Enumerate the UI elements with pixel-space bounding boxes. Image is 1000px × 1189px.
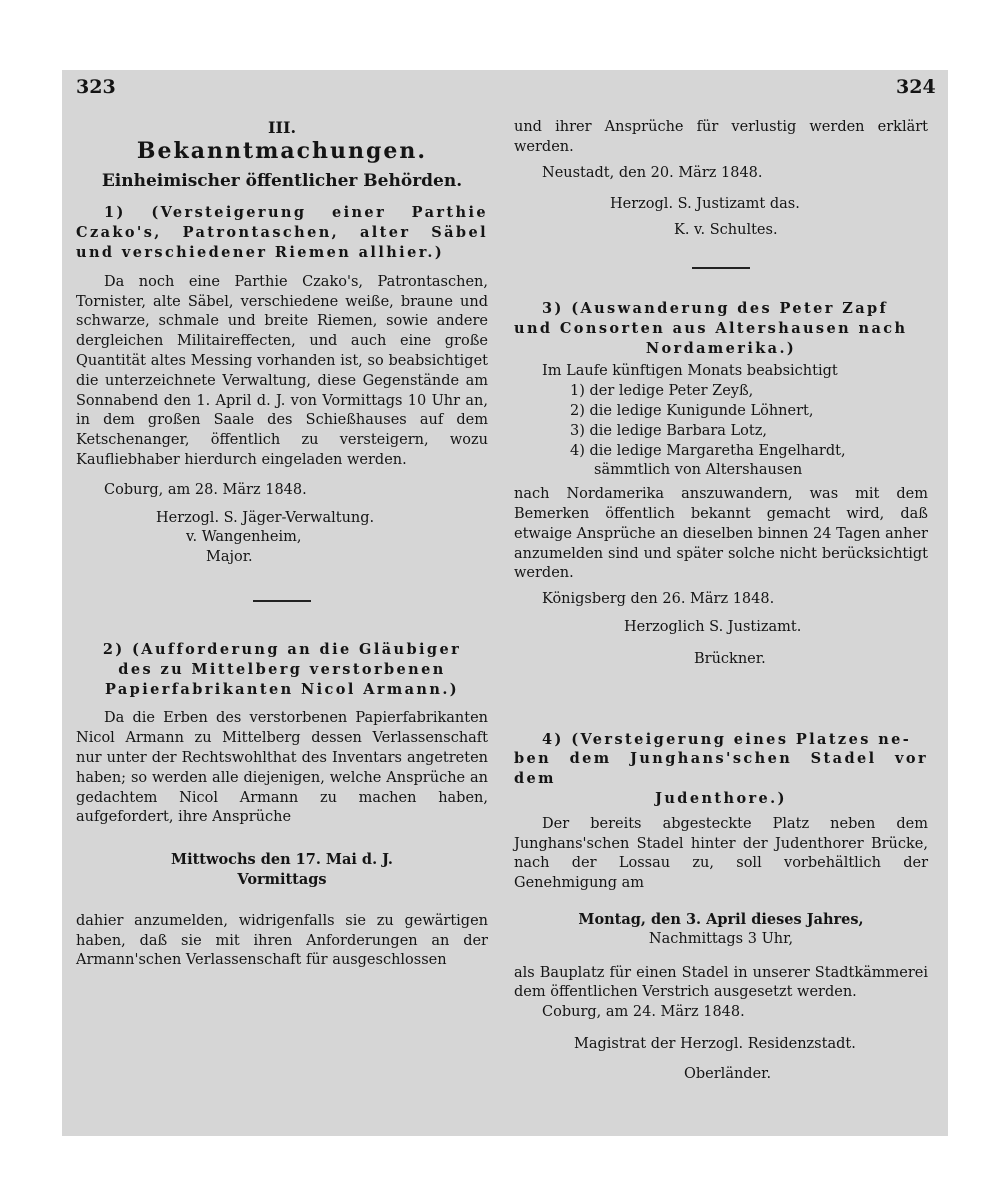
notice-3-intro: Im Laufe künftigen Monats beabsichtigt bbox=[542, 363, 838, 380]
notice-3-heading-2: und Consorten aus Altershausen nach bbox=[514, 319, 908, 337]
notice-4-body-2: als Bauplatz für einen Stadel in unserer Stadtkämmerei dem öffentlichen Verstrich ausgesetzt werden. bbox=[514, 964, 928, 1001]
notice-4-body: Der bereits abgesteckte Platz neben dem Junghans'schen Stadel hinter der Judenthorer Brücke, nach der Lossau zu, soll vorbehältlich der Genehmigung am bbox=[514, 815, 928, 892]
notice-3-heading-3: Nordamerika.) bbox=[645, 339, 797, 357]
notice-3-authority: Herzoglich S. Justizamt. bbox=[624, 618, 802, 635]
page-number-left: 323 bbox=[76, 76, 116, 98]
notice-2 bbox=[76, 640, 488, 971]
notice-4-heading-1: 4) (Versteigerung eines Platzes ne- bbox=[542, 730, 912, 748]
notice-2-deadline-time: Vormittags bbox=[237, 870, 327, 888]
section-title: Bekanntmachungen. bbox=[136, 137, 428, 164]
continuation-signatory: K. v. Schultes. bbox=[674, 222, 778, 239]
left-column bbox=[76, 118, 488, 971]
notice-1-heading: 1) (Versteigerung einer Parthie Czako's, Patrontaschen, alter Säbel und verschiedener Riemen allhier.) bbox=[76, 204, 488, 261]
notice-4-signatory: Oberländer. bbox=[684, 1065, 772, 1082]
notice-4 bbox=[514, 730, 928, 1085]
notice-3-signatory: Brückner. bbox=[694, 650, 766, 667]
notice-1-body: Da noch eine Parthie Czako's, Patrontaschen, Tornister, alte Säbel, verschiedene weiße, braune und schwarze, schmale und breite Riemen, sowie andere dergleichen Militaireffecten, und auch eine große Quantität altes Messing vorhanden ist, so beabsichtiget die unterzeichnete Verwaltung, diese Gegenstände am Sonnabend den 1. April d. J. von Vormittags 10 Uhr an, in dem großen Saale des Schießhauses auf dem Ketschenanger, öffentlich zu versteigern, wozu Kaufliebhaber hierdurch eingeladen werden. bbox=[76, 273, 488, 468]
notice-2-heading-1: 2) (Aufforderung an die Gläubiger bbox=[102, 640, 462, 658]
notice-2-tail: dahier anzumelden, widrigenfalls sie zu gewärtigen haben, daß sie mit ihren Anforderungen an der Armann'schen Verlassenschaft für ausgeschlossen bbox=[76, 912, 488, 969]
notice-4-time: Nachmittags 3 Uhr, bbox=[648, 930, 794, 947]
divider bbox=[253, 600, 311, 602]
notice-2-heading-2: des zu Mittelberg verstorbenen Papierfabrikanten Nicol Armann.) bbox=[104, 660, 460, 698]
notice-2-deadline: Mittwochs den 17. Mai d. J. bbox=[171, 851, 393, 869]
continuation-date: Neustadt, den 20. März 1848. bbox=[542, 164, 763, 181]
notice-4-heading-2: ben dem Junghans'schen Stadel vor dem bbox=[514, 750, 928, 788]
notice-3-date: Königsberg den 26. März 1848. bbox=[542, 591, 775, 608]
continuation-text: und ihrer Ansprüche für verlustig werden erklärt werden. bbox=[514, 119, 928, 155]
notice-1-authority: Herzogl. S. Jäger-Verwaltung. bbox=[156, 509, 375, 526]
list-item: 3) die ledige Barbara Lotz, bbox=[570, 422, 767, 439]
section-number: III. bbox=[267, 118, 297, 137]
notice-4-date: Coburg, am 24. März 1848. bbox=[542, 1004, 745, 1021]
page-number-right: 324 bbox=[896, 76, 936, 98]
notice-1 bbox=[76, 203, 488, 568]
notice-3-heading-1: 3) (Auswanderung des Peter Zapf bbox=[542, 299, 889, 317]
subsection-title: Einheimischer öffentlicher Behörden. bbox=[101, 170, 463, 191]
notice-3-body: nach Nordamerika anszuwandern, was mit dem Bemerken öffentlich bekannt gemacht wird, daß etwaige Ansprüche an dieselben binnen 24 Tagen anher anzumelden sind und später solche nicht berücksichtigt werden. bbox=[514, 486, 928, 582]
divider bbox=[692, 267, 750, 269]
right-column bbox=[514, 118, 928, 1084]
notice-1-rank: Major. bbox=[206, 549, 253, 566]
continuation-authority: Herzogl. S. Justizamt das. bbox=[610, 196, 800, 213]
list-item: 4) die ledige Margaretha Engelhardt, bbox=[570, 442, 846, 459]
notice-4-heading-3: Judenthore.) bbox=[655, 789, 787, 807]
notice-1-signatory: v. Wangenheim, bbox=[186, 529, 302, 546]
notice-2-body: Da die Erben des verstorbenen Papierfabrikanten Nicol Armann zu Mittelberg dessen Verlassenschaft nur unter der Rechtswohlthat des Inventars angetreten haben; so werden alle diejenigen, welche Ansprüche an gedachtem Nicol Armann zu machen haben, aufgefordert, ihre Ansprüche bbox=[76, 710, 488, 826]
notice-3 bbox=[514, 299, 928, 670]
list-tail: sämmtlich von Altershausen bbox=[594, 462, 803, 479]
notice-1-date: Coburg, am 28. März 1848. bbox=[104, 481, 307, 498]
notice-4-day: Montag, den 3. April dieses Jahres, bbox=[578, 910, 864, 928]
list-item: 1) der ledige Peter Zeyß, bbox=[570, 383, 754, 400]
list-item: 2) die ledige Kunigunde Löhnert, bbox=[570, 402, 814, 419]
notice-4-authority: Magistrat der Herzogl. Residenzstadt. bbox=[574, 1035, 856, 1052]
